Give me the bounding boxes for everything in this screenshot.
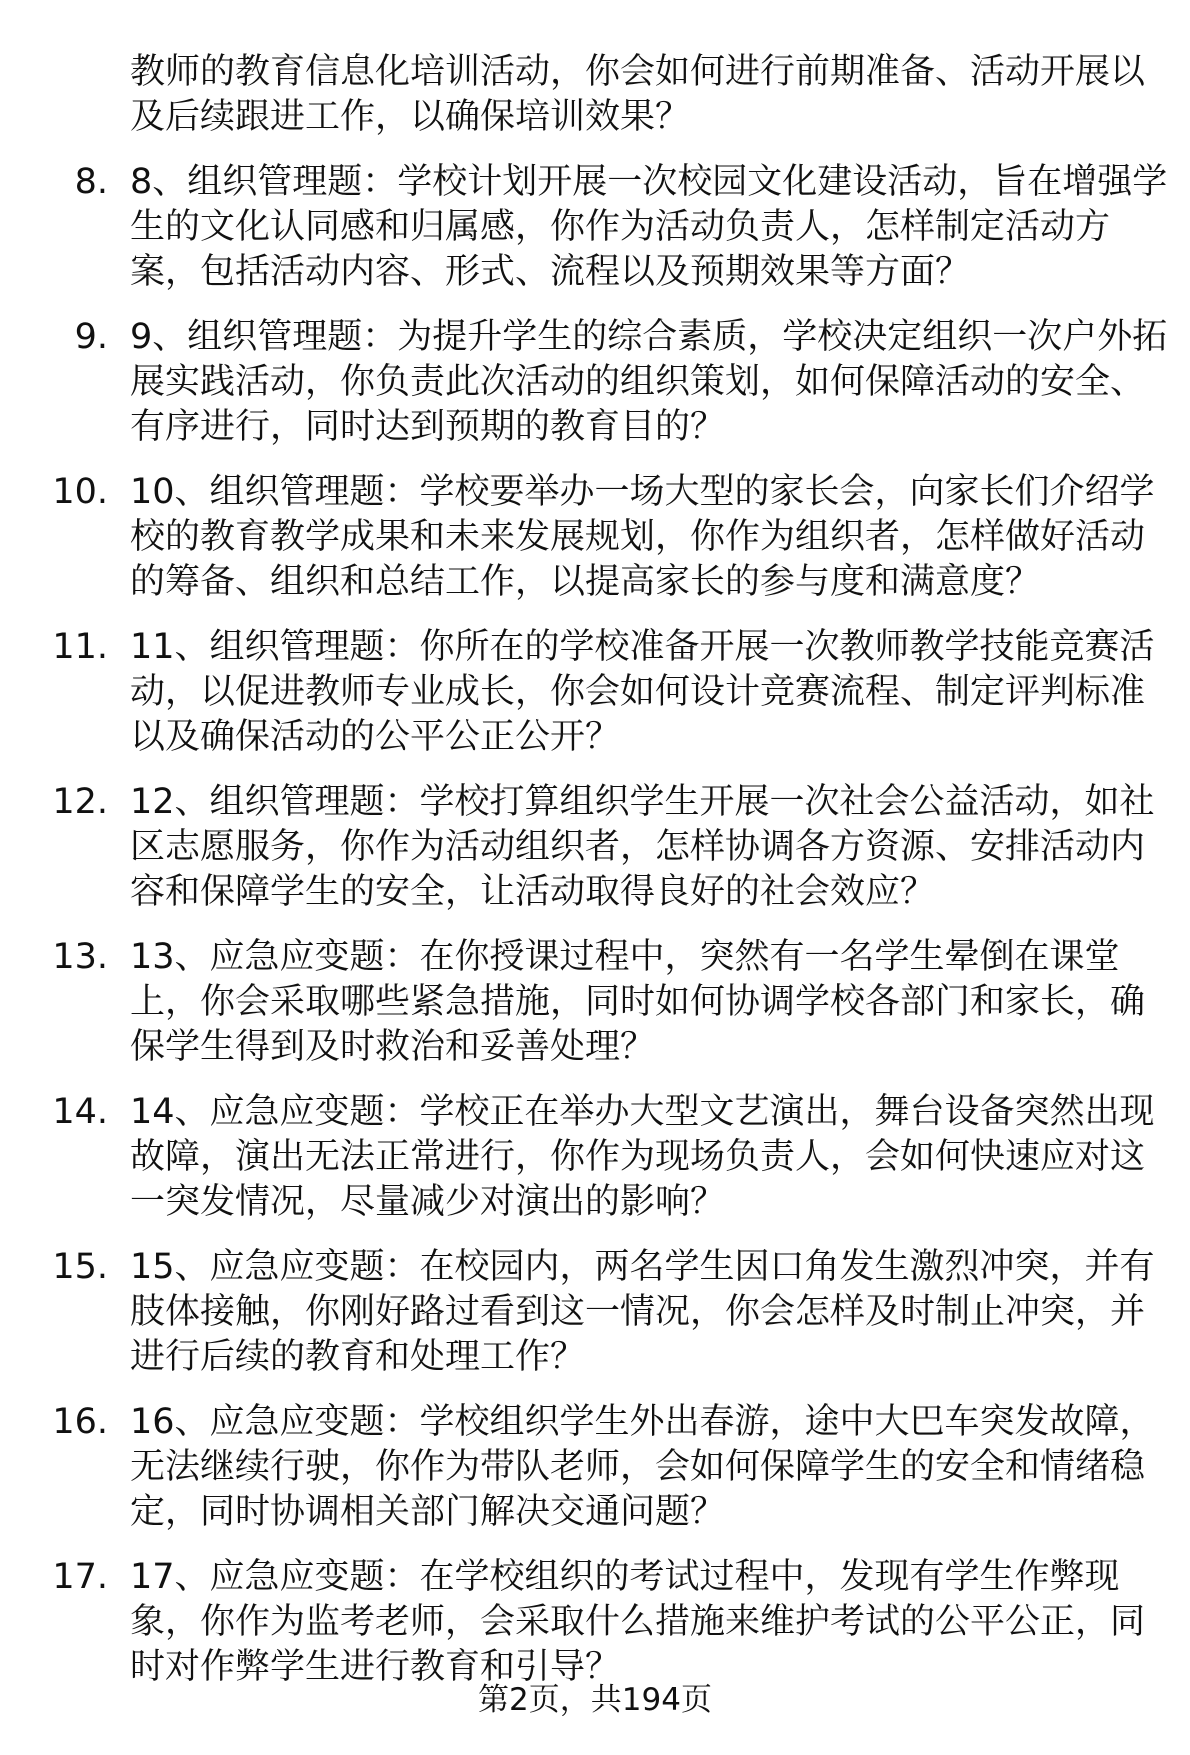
page-number-footer: 第2页，共194页 [478,1682,712,1718]
question-number: 13. [52,937,108,977]
question-number: 9. [74,317,108,357]
question-text: 8、组织管理题：学校计划开展一次校园文化建设活动，旨在增强学生的文化认同感和归属感，你作为活动负责人，怎样制定活动方案，包括活动内容、形式、流程以及预期效果等方面？ [130,162,1168,292]
question-number: 11. [52,627,108,667]
question-text: 17、应急应变题：在学校组织的考试过程中，发现有学生作弊现象，你作为监考老师，会采取什么措施来维护考试的公平公正，同时对作弊学生进行教育和引导？ [130,1557,1146,1687]
question-list [0,160,1190,1710]
question-text: 9、组织管理题：为提升学生的综合素质，学校决定组织一次户外拓展实践活动，你负责此次活动的组织策划，如何保障活动的安全、有序进行，同时达到预期的教育目的？ [130,317,1168,447]
question-number: 15. [52,1247,108,1287]
question-item [0,1555,1190,1690]
question-item [0,780,1190,915]
question-number: 14. [52,1092,108,1132]
question-number: 12. [52,782,108,822]
question-text: 10、组织管理题：学校要举办一场大型的家长会，向家长们介绍学校的教育教学成果和未来发展规划，你作为组织者，怎样做好活动的筹备、组织和总结工作，以提高家长的参与度和满意度？ [130,472,1155,602]
question-text: 12、组织管理题：学校打算组织学生开展一次社会公益活动，如社区志愿服务，你作为活动组织者，怎样协调各方资源、安排活动内容和保障学生的安全，让活动取得良好的社会效应？ [130,782,1155,912]
question-item [0,1090,1190,1225]
question-item [0,160,1190,295]
question-number: 17. [52,1557,108,1597]
question-text: 15、应急应变题：在校园内，两名学生因口角发生激烈冲突，并有肢体接触，你刚好路过看到这一情况，你会怎样及时制止冲突，并进行后续的教育和处理工作？ [130,1247,1155,1377]
question-number: 16. [52,1402,108,1442]
question-item [0,1400,1190,1535]
question-item [0,470,1190,605]
question-number: 8. [74,162,108,202]
question-item [0,315,1190,450]
question-item [0,625,1190,760]
question-text: 16、应急应变题：学校组织学生外出春游，途中大巴车突发故障，无法继续行驶，你作为带队老师，会如何保障学生的安全和情绪稳定，同时协调相关部门解决交通问题？ [130,1402,1155,1532]
question-text: 14、应急应变题：学校正在举办大型文艺演出，舞台设备突然出现故障，演出无法正常进行，你作为现场负责人，会如何快速应对这一突发情况，尽量减少对演出的影响？ [130,1092,1155,1222]
question-item [0,935,1190,1070]
continued-question-text: 教师的教育信息化培训活动，你会如何进行前期准备、活动开展以及后续跟进工作，以确保培训效果？ [130,52,1146,137]
question-item [0,1245,1190,1380]
question-number: 10. [52,472,108,512]
question-text: 11、组织管理题：你所在的学校准备开展一次教师教学技能竞赛活动，以促进教师专业成长，你会如何设计竞赛流程、制定评判标准以及确保活动的公平公正公开？ [130,627,1155,757]
question-text: 13、应急应变题：在你授课过程中，突然有一名学生晕倒在课堂上，你会采取哪些紧急措施，同时如何协调学校各部门和家长，确保学生得到及时救治和妥善处理？ [130,937,1146,1067]
